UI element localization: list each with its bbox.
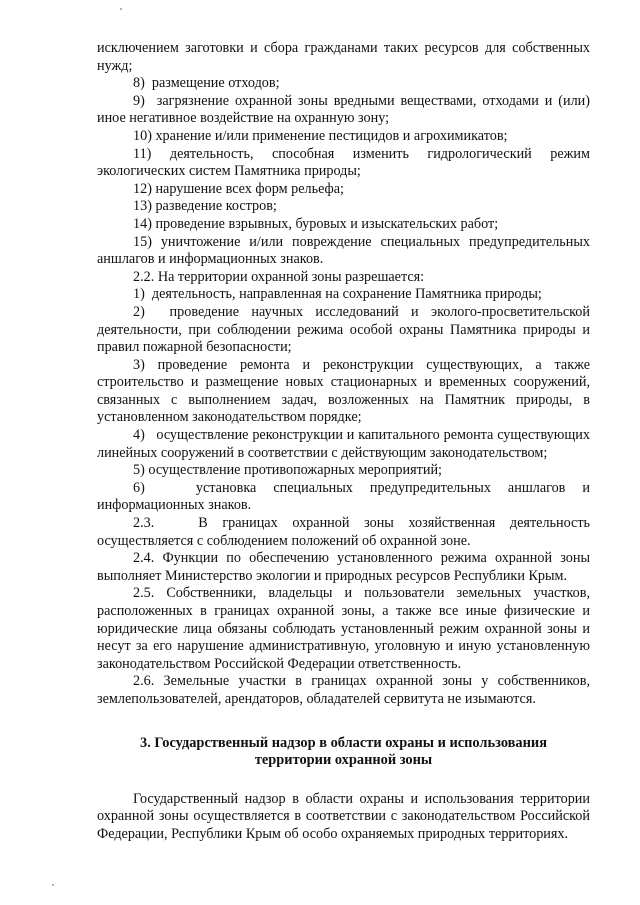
section-heading-line2: территории охранной зоны [254, 752, 433, 769]
list-item: 14) проведение взрывных, буровых и изыскательских работ; [133, 215, 499, 232]
list-item: 8) размещение отходов; [133, 75, 280, 92]
list-item: 9) загрязнение охранной зоны вредными веществами, отходами и (или) иное негативное воздействие на охранную зону; [97, 92, 590, 127]
document-body [97, 40, 590, 844]
paragraph: исключением заготовки и сбора гражданами таких ресурсов для собственных нужд; [97, 40, 590, 74]
section-heading [97, 735, 590, 770]
list-item: 1) деятельность, направленная на сохранение Памятника природы; [133, 286, 542, 303]
list-item: 12) нарушение всех форм рельефа; [133, 180, 344, 197]
section-heading-line1: 3. Государственный надзор в области охраны и использования [140, 734, 547, 751]
list-item: 2) проведение научных исследований и эколого-просветительской деятельности, при соблюдении режима особой охраны Памятника природы и правил пожарной безопасности; [97, 303, 590, 356]
clause-paragraph: 2.3. В границах охранной зоны хозяйственная деятельность осуществляется с соблюдением положений об охранной зоне. [97, 515, 590, 549]
clause-paragraph: 2.6. Земельные участки в границах охранной зоны у собственников, землепользователей, арендаторов, обладателей сервитута не изымаются. [97, 673, 590, 707]
list-item: 5) осуществление противопожарных мероприятий; [133, 462, 442, 479]
list-item: 3) проведение ремонта и реконструкции существующих, а также строительство и размещение новых стационарных и временных сооружений, связанных с выполнением задач, возложенных на Памятник природы, в установленном законодательством порядке; [97, 356, 590, 426]
list-item: 6) установка специальных предупредительных аншлагов и информационных знаков. [97, 479, 590, 514]
list-item: 13) разведение костров; [133, 198, 277, 215]
clause-paragraph: 2.5. Собственники, владельцы и пользователи земельных участков, расположенных в границах охранной зоны, а также все иные физические и юридические лица обязаны соблюдать установленный режим охранной зоны и несут за его нарушение административную, уголовную и иную установленную законодательством Российской Федерации ответственность. [97, 585, 590, 672]
list-item: 11) деятельность, способная изменить гидрологический режим экологических систем Памятника природы; [97, 145, 590, 180]
scan-speck [120, 8, 122, 10]
list-item: 4) осуществление реконструкции и капитального ремонта существующих линейных сооружений в соответствии с действующим законодательством; [97, 427, 590, 461]
list-item: 10) хранение и/или применение пестицидов и агрохимикатов; [133, 127, 508, 144]
clause-paragraph: 2.4. Функции по обеспечению установленного режима охранной зоны выполняет Министерство экологии и природных ресурсов Республики Крым. [97, 550, 590, 584]
clause-heading: 2.2. На территории охранной зоны разрешается: [133, 268, 425, 285]
scan-speck [52, 884, 54, 886]
list-item: 15) уничтожение и/или повреждение специальных предупредительных аншлагов и информационных знаков. [97, 233, 590, 268]
section-body: Государственный надзор в области охраны и использования территории охранной зоны осуществляется в соответствии с законодательством Российской Федерации, Республики Крым об особо охраняемых природных территориях. [97, 790, 590, 842]
